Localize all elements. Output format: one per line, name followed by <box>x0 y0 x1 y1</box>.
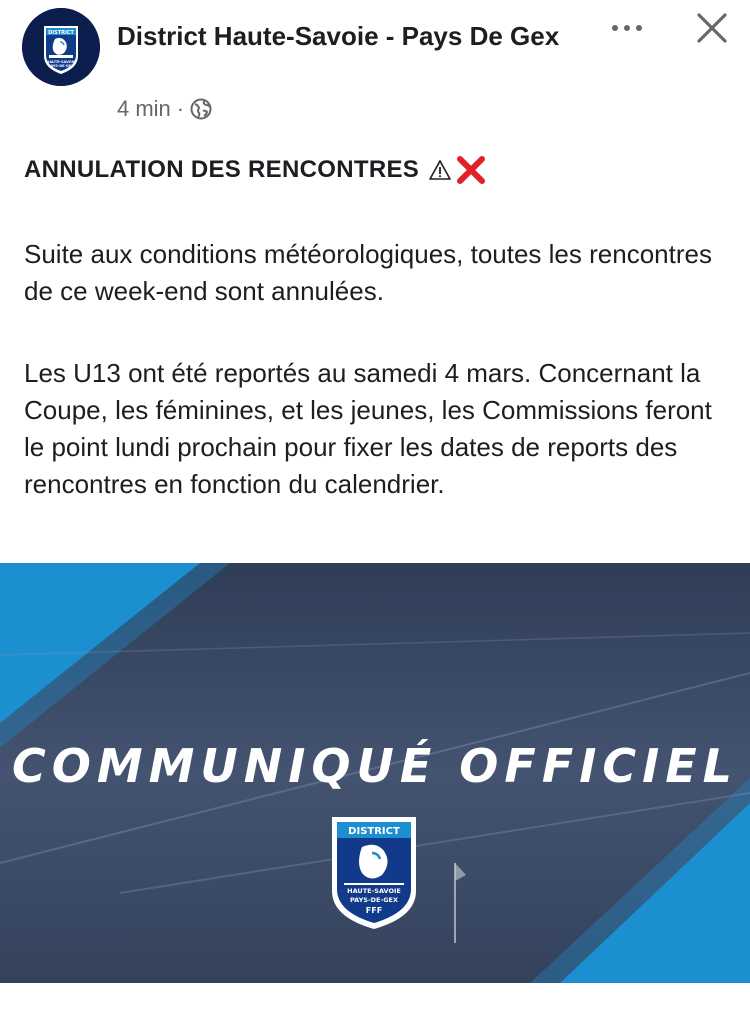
close-icon <box>694 10 730 46</box>
red-cross-icon <box>453 152 489 188</box>
svg-text:DISTRICT: DISTRICT <box>348 826 400 837</box>
warning-icon <box>429 159 451 181</box>
post-paragraph-1: Suite aux conditions météorologiques, toutes les rencontres de ce week-end sont annulées. <box>24 239 712 306</box>
post-meta <box>117 96 212 122</box>
svg-text:PAYS-DE-GEX: PAYS-DE-GEX <box>48 64 74 68</box>
svg-text:HAUTE-SAVOIE: HAUTE-SAVOIE <box>46 60 76 64</box>
post-timestamp[interactable]: 4 min <box>117 96 171 121</box>
svg-text:DISTRICT: DISTRICT <box>48 30 74 36</box>
district-shield-icon <box>326 813 422 933</box>
more-horizontal-icon <box>612 25 618 31</box>
svg-text:HAUTE-SAVOIE: HAUTE-SAVOIE <box>347 887 401 895</box>
close-button[interactable] <box>694 10 730 46</box>
headline-text: ANNULATION DES RENCONTRES <box>24 156 420 183</box>
post-headline <box>24 152 489 188</box>
district-logo-icon <box>22 8 100 86</box>
globe-icon[interactable] <box>190 98 212 120</box>
banner-title: COMMUNIQUÉ OFFICIEL <box>12 739 738 793</box>
meta-separator: · <box>176 96 185 121</box>
post-image[interactable] <box>0 563 750 983</box>
svg-text:FFF: FFF <box>365 906 383 915</box>
post-paragraph-2: Les U13 ont été reportés au samedi 4 mars. Concernant la Coupe, les féminines, et les jeunes, les Commissions feront le point lundi prochain pour fixer les dates de reports des rencontres en fonction du calendrier. <box>24 358 712 499</box>
page-avatar[interactable] <box>22 8 100 86</box>
more-options-button[interactable] <box>608 12 648 42</box>
svg-text:PAYS-DE-GEX: PAYS-DE-GEX <box>350 896 398 904</box>
page-name-link[interactable]: District Haute-Savoie - Pays De Gex <box>117 21 560 51</box>
